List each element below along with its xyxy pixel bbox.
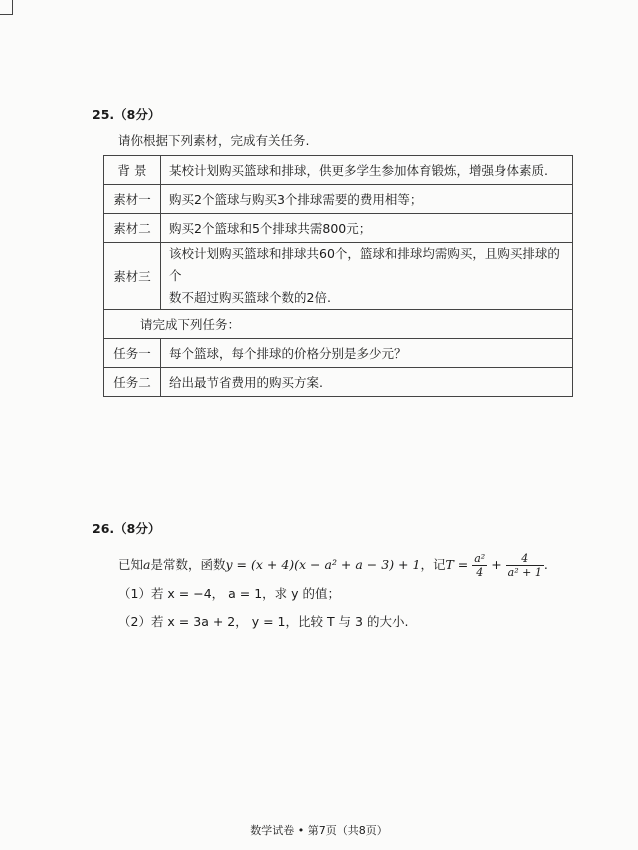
fraction-1 — [472, 552, 487, 579]
plus-sign: + — [491, 557, 502, 572]
question-26-part-1: （1）若 x = −4， a = 1，求 y 的值； — [118, 586, 341, 601]
table-row-material-3 — [104, 243, 573, 310]
stem-prefix: 已知 — [118, 557, 144, 572]
row-label: 背 景 — [104, 156, 161, 185]
row-label: 任务一 — [104, 339, 161, 368]
fraction-2-numerator: 4 — [506, 552, 544, 566]
t-definition: T = — [445, 557, 469, 572]
function-expression: y = (x + 4)(x − a² + a − 3) + 1 — [225, 557, 421, 572]
table-row-material-2 — [104, 214, 573, 243]
row-label: 素材三 — [104, 243, 161, 310]
question-25-intro: 请你根据下列素材，完成有关任务. — [118, 133, 310, 148]
fraction-2-denominator: a² + 1 — [507, 566, 542, 579]
row-text: 给出最节省费用的购买方案. — [161, 368, 573, 397]
task-prompt: 请完成下列任务： — [104, 310, 573, 339]
row-text: 购买2个篮球与购买3个排球需要的费用相等； — [161, 185, 573, 214]
stem-end: . — [543, 557, 548, 572]
question-26-header: 26.（8分） — [92, 521, 161, 536]
row-label: 任务二 — [104, 368, 161, 397]
fraction-1-numerator: a² — [474, 552, 486, 565]
table-row-task-prompt — [104, 310, 573, 339]
row-label: 素材二 — [104, 214, 161, 243]
stem-mid-2: ，记 — [420, 557, 446, 572]
stem-mid-1: 是常数，函数 — [150, 557, 226, 572]
table-row-task-2 — [104, 368, 573, 397]
row-text — [161, 243, 573, 310]
fraction-1-denominator: 4 — [476, 566, 484, 579]
fraction-2 — [506, 552, 544, 579]
row-label: 素材一 — [104, 185, 161, 214]
table-row-material-1 — [104, 185, 573, 214]
row-text: 每个篮球，每个排球的价格分别是多少元？ — [161, 339, 573, 368]
page-footer: 数学试卷 • 第7页（共8页） — [250, 824, 388, 837]
table-row-task-1 — [104, 339, 573, 368]
materials-table — [103, 155, 573, 397]
row-text: 某校计划购买篮球和排球，供更多学生参加体育锻炼，增强身体素质. — [161, 156, 573, 185]
page-corner-mark — [0, 0, 13, 15]
question-26-part-2: （2）若 x = 3a + 2， y = 1，比较 T 与 3 的大小. — [118, 614, 409, 629]
table-row-background — [104, 156, 573, 185]
question-25-header: 25.（8分） — [92, 107, 161, 122]
row-text-line-1: 该校计划购买篮球和排球共60个，篮球和排球均需购买，且购买排球的个 — [169, 246, 560, 283]
row-text: 购买2个篮球和5个排球共需800元； — [161, 214, 573, 243]
question-26-stem — [118, 549, 548, 581]
var-a: a — [143, 557, 151, 572]
row-text-line-2: 数不超过购买篮球个数的2倍. — [169, 290, 331, 305]
